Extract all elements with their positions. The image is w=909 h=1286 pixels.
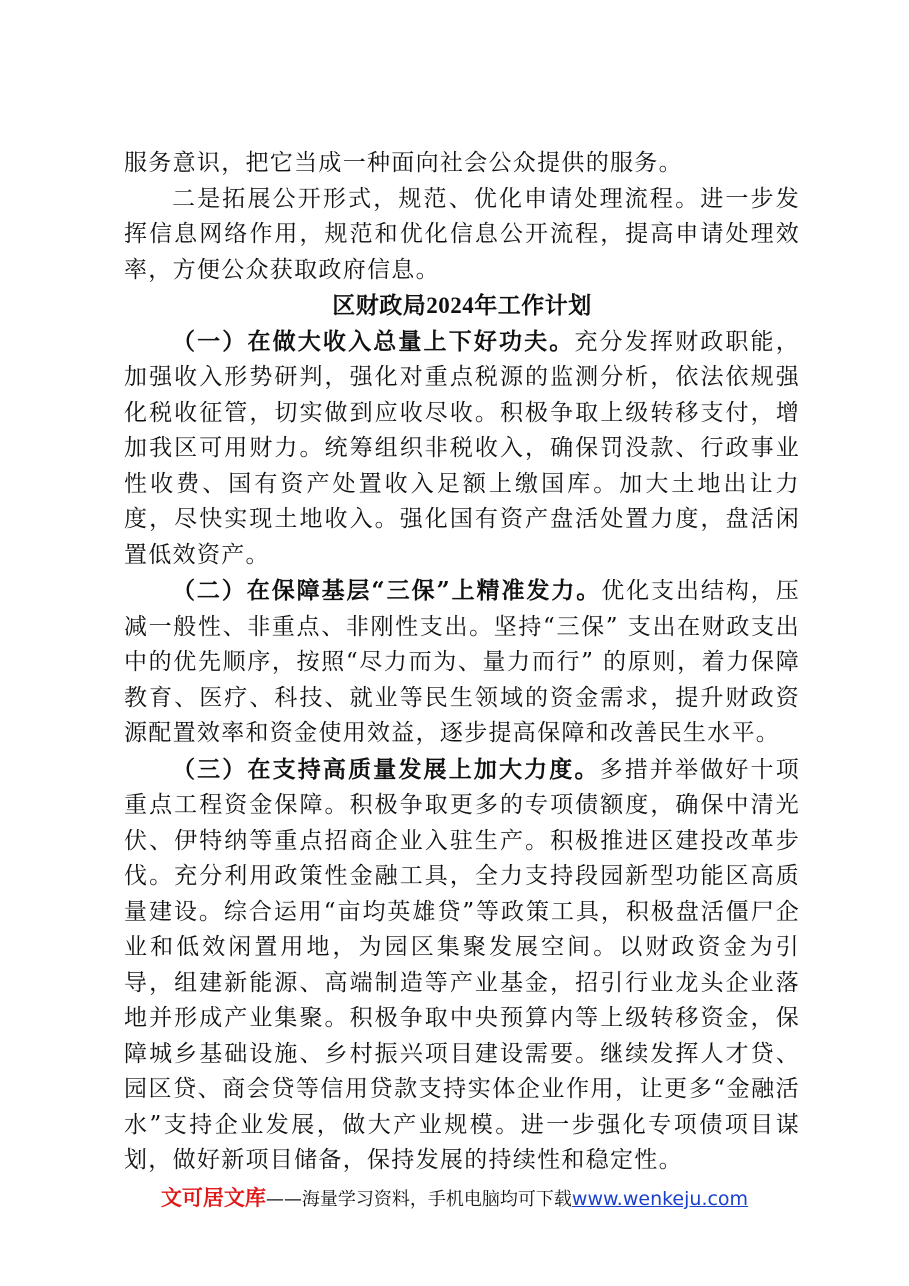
section-lead-1: （一）在做大收入总量上下好功夫。	[172, 327, 575, 355]
section-lead-3: （三）在支持高质量发展上加大力度。	[172, 755, 600, 783]
intro-paragraph-two: 二是拓展公开形式，规范、优化申请处理流程。进一步发挥信息网络作用，规范和优化信息公开流程，提高申请处理效率，方便公众获取政府信息。	[124, 185, 800, 283]
intro-paragraph-continuation: 服务意识，把它当成一种面向社会公众提供的服务。	[124, 150, 683, 176]
section-body-3: 多措并举做好十项重点工程资金保障。积极争取更多的专项债额度，确保中清光伏、伊特纳等重点招商企业入驻生产。积极推进区建投改革步伐。充分利用政策性金融工具，全力支持段园新型功能区高质量建设。综合运用“亩均英雄贷”等政策工具，积极盘活僵尸企业和低效闲置用地，为园区集聚发展空间。以财政资金为引导，组建新能源、高端制造等产业基金，招引行业龙头企业落地并形成产业集聚。积极争取中央预算内等上级转移资金，保障城乡基础设施、乡村振兴项目建设需要。继续发挥人才贷、园区贷、商会贷等信用贷款支持实体企业作用，让更多“金融活水”支持企业发展，做大产业规模。进一步强化专项债项目谋划，做好新项目储备，保持发展的持续性和稳定性。	[124, 756, 800, 1173]
section-paragraph-3	[124, 752, 800, 1179]
footer-slogan: ——海量学习资料，手机电脑均可下载	[265, 1189, 572, 1210]
section-paragraph-2	[124, 573, 800, 752]
section-body-2: 优化支出结构，压减一般性、非重点、非刚性支出。坚持“三保” 支出在财政支出中的优先顺序，按照“尽力而为、量力而行” 的原则，着力保障教育、医疗、科技、就业等民生领域的资金需求，提升财政资源配置效率和资金使用效益，逐步提高保障和改善民生水平。	[124, 578, 800, 746]
section-body-1: 充分发挥财政职能，加强收入形势研判，强化对重点税源的监测分析，依法依规强化税收征管，切实做到应收尽收。积极争取上级转移支付，增加我区可用财力。统筹组织非税收入，确保罚没款、行政事业性收费、国有资产处置收入足额上缴国库。加大土地出让力度，尽快实现土地收入。强化国有资产盘活处置力度，盘活闲置低效资产。	[124, 328, 800, 568]
document-title: 区财政局2024年工作计划	[332, 293, 592, 318]
footer-site-link[interactable]: www.wenkeju.com	[571, 1188, 749, 1210]
section-paragraph-1	[124, 324, 800, 574]
page-footer	[0, 1182, 909, 1212]
footer-brand: 文可居文库	[160, 1186, 266, 1210]
document-page	[124, 146, 800, 1179]
section-lead-2: （二）在保障基层“三保”上精准发力。	[172, 577, 602, 604]
